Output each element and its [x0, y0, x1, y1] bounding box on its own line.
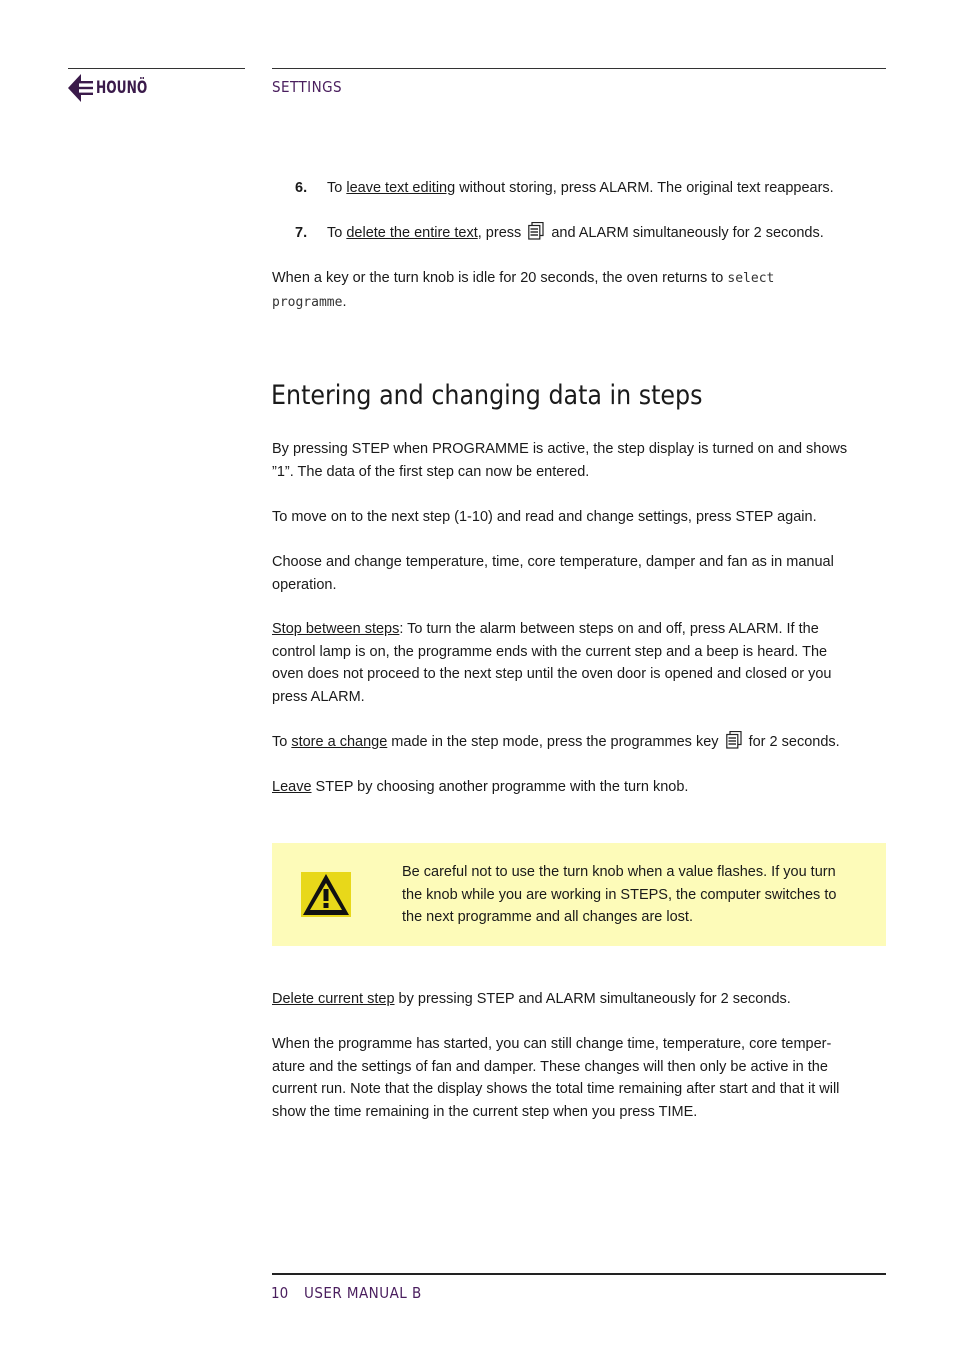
display-text-programme: programme [272, 294, 343, 310]
paragraph-delete-step [272, 988, 862, 1011]
stop-between-steps-text: : To turn the alarm between steps on and off, press ALARM. If the control lamp is on, the programme ends with the current step and a beep is heard. The oven does not proceed to the next step until the oven door is opened and closed or you press ALARM. [272, 621, 832, 705]
leave-link: Leave [272, 779, 312, 795]
delete-entire-text-link: delete the entire text [346, 225, 478, 241]
paragraph-choose-settings: Choose and change temperature, time, core temperature, damper and fan as in manual operation. [272, 554, 834, 593]
store-a-change-link: store a change [291, 734, 388, 750]
paragraph-stop-between-steps [272, 618, 862, 708]
idle-note [272, 267, 862, 314]
item-text [327, 177, 834, 199]
store-change-pre: To [272, 734, 292, 750]
list-item [295, 222, 865, 244]
item-text-pre: To [327, 180, 347, 196]
warning-text: Be careful not to use the turn knob when a value flashes. If you turn the knob while you are working in STEPS, the computer switches to the next programme and all changes are lost. [402, 864, 837, 925]
item-text-mid: , press [477, 225, 526, 241]
page-number: 10 [271, 1284, 289, 1302]
idle-note-end: . [342, 293, 347, 310]
stop-between-steps-link: Stop between steps [272, 621, 400, 637]
header-rule-right [272, 68, 886, 69]
warning-icon [301, 872, 351, 917]
item-text-post: without storing, press ALARM. The original text reappears. [455, 180, 834, 196]
item-text-pre: To [327, 225, 347, 241]
display-text-select: select [727, 271, 775, 286]
programmes-key-icon [726, 731, 742, 749]
paragraph-store-change [272, 731, 862, 754]
logo-text: HOUNÖ [96, 78, 148, 98]
idle-note-text: When a key or the turn knob is idle for 20 seconds, the oven returns to [272, 270, 728, 286]
paragraph-programme-started: When the programme has started, you can still change time, temperature, core temper-ature and the settings of fan and damper. These changes will then only be active in the current run. Note that the display shows the total time remaining after start and that it will show the time remaining in the current step when you press TIME. [272, 1036, 840, 1120]
footer-rule [272, 1273, 886, 1275]
leave-text-editing-link: leave text editing [346, 180, 456, 196]
paragraph-leave-step [272, 776, 862, 799]
footer-title: USER MANUAL B [304, 1284, 422, 1302]
warning-box [272, 843, 886, 946]
store-change-mid: made in the step mode, press the programmes key [387, 734, 723, 750]
programmes-key-icon [528, 222, 544, 240]
item-text [327, 222, 824, 244]
hounoe-logo-icon [68, 74, 94, 102]
paragraph-next-step: To move on to the next step (1-10) and read and change settings, press STEP again. [272, 509, 817, 525]
leave-step-text: STEP by choosing another programme with the turn knob. [311, 779, 689, 795]
delete-step-text: by pressing STEP and ALARM simultaneously for 2 seconds. [394, 991, 791, 1007]
store-change-post: for 2 seconds. [744, 734, 840, 750]
paragraph-step-display: By pressing STEP when PROGRAMME is active, the step display is turned on and shows ”1”. The data of the first step can now be entered. [272, 441, 848, 480]
section-heading: Entering and changing data in steps [271, 380, 703, 411]
header-rule-left [68, 68, 245, 69]
list-item [295, 177, 865, 199]
item-text-post: and ALARM simultaneously for 2 seconds. [547, 225, 824, 241]
delete-current-step-link: Delete current step [272, 991, 395, 1007]
hounoe-logo [68, 74, 160, 102]
item-number: 6. [295, 180, 308, 196]
section-title: SETTINGS [272, 78, 343, 96]
item-number: 7. [295, 225, 308, 241]
